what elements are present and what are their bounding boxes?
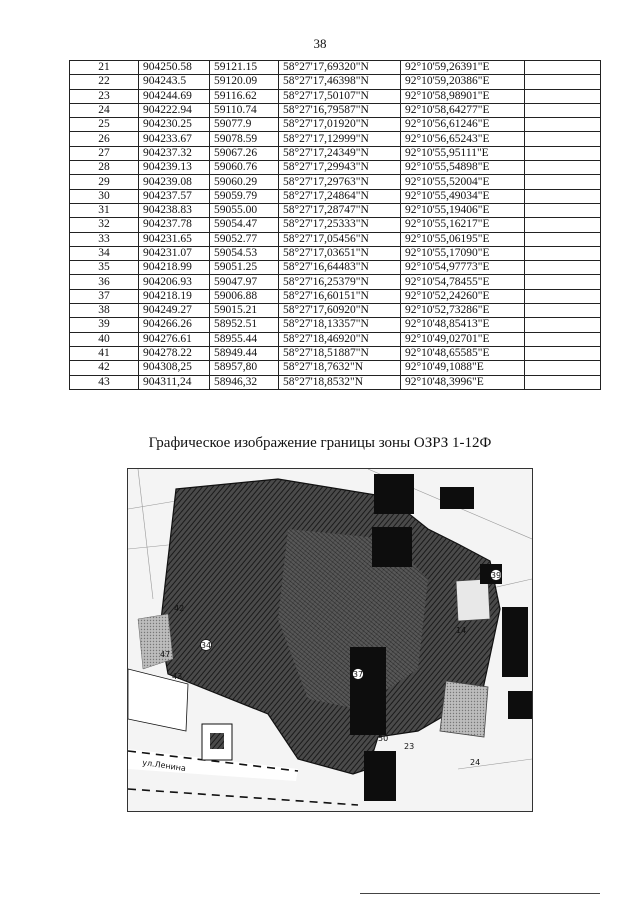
empty-cell [525,103,601,117]
point-number-cell: 28 [70,161,139,175]
y-coordinate-cell: 59078.59 [210,132,279,146]
point-number-cell: 27 [70,146,139,160]
table-row [70,146,601,160]
building-east-light [456,579,490,621]
point-number-cell: 26 [70,132,139,146]
x-coordinate-cell: 904237.57 [139,189,210,203]
map-caption: Графическое изображение границы зоны ОЗРЗ 1-12Ф [148,435,492,451]
latitude-cell: 58°27'18,8532"N [279,375,401,389]
y-coordinate-cell: 59077.9 [210,118,279,132]
marker-23: 23 [404,742,415,751]
x-coordinate-cell: 904238.83 [139,203,210,217]
table-row [70,175,601,189]
longitude-cell: 92°10'49,1088"E [401,361,525,375]
marker-43: 43 [172,672,183,681]
patch-west [138,614,173,669]
longitude-cell: 92°10'55,06195"E [401,232,525,246]
longitude-cell: 92°10'56,65243"E [401,132,525,146]
latitude-cell: 58°27'17,12999"N [279,132,401,146]
empty-cell [525,118,601,132]
y-coordinate-cell: 59060.29 [210,175,279,189]
x-coordinate-cell: 904311,24 [139,375,210,389]
longitude-cell: 92°10'55,16217"E [401,218,525,232]
zone-map [127,468,533,812]
empty-cell [525,361,601,375]
empty-cell [525,261,601,275]
empty-cell [525,218,601,232]
x-coordinate-cell: 904218.19 [139,289,210,303]
latitude-cell: 58°27'17,50107"N [279,89,401,103]
point-number-cell: 24 [70,103,139,117]
longitude-cell: 92°10'58,98901"E [401,89,525,103]
x-coordinate-cell: 904231.07 [139,246,210,260]
longitude-cell: 92°10'55,49034"E [401,189,525,203]
y-coordinate-cell: 58955.44 [210,332,279,346]
point-number-cell: 22 [70,75,139,89]
longitude-cell: 92°10'48,85413"E [401,318,525,332]
longitude-cell: 92°10'58,64277"E [401,103,525,117]
table-row [70,161,601,175]
x-coordinate-cell: 904218.99 [139,261,210,275]
coordinates-table [69,60,601,390]
latitude-cell: 58°27'18,46920"N [279,332,401,346]
point-number-cell: 29 [70,175,139,189]
x-coordinate-cell: 904249.27 [139,304,210,318]
x-coordinate-cell: 904239.13 [139,161,210,175]
empty-cell [525,304,601,318]
empty-cell [525,275,601,289]
longitude-cell: 92°10'54,97773"E [401,261,525,275]
empty-cell [525,246,601,260]
x-coordinate-cell: 904243.5 [139,75,210,89]
table-row [70,275,601,289]
latitude-cell: 58°27'18,13357"N [279,318,401,332]
y-coordinate-cell: 59121.15 [210,61,279,75]
empty-cell [525,132,601,146]
latitude-cell: 58°27'17,01920"N [279,118,401,132]
latitude-cell: 58°27'16,25379"N [279,275,401,289]
empty-cell [525,75,601,89]
table-row [70,304,601,318]
y-coordinate-cell: 59054.47 [210,218,279,232]
point-number-cell: 36 [70,275,139,289]
empty-cell [525,289,601,303]
point-number-cell: 38 [70,304,139,318]
y-coordinate-cell: 59015.21 [210,304,279,318]
latitude-cell: 58°27'16,64483"N [279,261,401,275]
point-number-cell: 41 [70,346,139,360]
house-south-hatch [210,733,224,749]
longitude-cell: 92°10'56,61246"E [401,118,525,132]
x-coordinate-cell: 904276.61 [139,332,210,346]
longitude-cell: 92°10'59,20386"E [401,75,525,89]
y-coordinate-cell: 59060.76 [210,161,279,175]
table-row [70,103,601,117]
empty-cell [525,375,601,389]
point-number-cell: 21 [70,61,139,75]
circle-label-39: 39 [490,571,502,580]
x-coordinate-cell: 904239.08 [139,175,210,189]
marker-50: 50 [378,734,389,743]
point-number-cell: 25 [70,118,139,132]
longitude-cell: 92°10'55,54898"E [401,161,525,175]
empty-cell [525,346,601,360]
x-coordinate-cell: 904250.58 [139,61,210,75]
x-coordinate-cell: 904222.94 [139,103,210,117]
point-number-cell: 32 [70,218,139,232]
point-number-cell: 34 [70,246,139,260]
y-coordinate-cell: 59051.25 [210,261,279,275]
x-coordinate-cell: 904230.25 [139,118,210,132]
circle-label-37: 37 [352,670,364,679]
y-coordinate-cell: 59059.79 [210,189,279,203]
footer-rule [360,893,600,894]
point-number-cell: 23 [70,89,139,103]
longitude-cell: 92°10'54,78455"E [401,275,525,289]
longitude-cell: 92°10'52,24260"E [401,289,525,303]
empty-cell [525,318,601,332]
table-row [70,132,601,146]
table-row [70,118,601,132]
latitude-cell: 58°27'17,24864"N [279,189,401,203]
marker-14: 14 [456,626,467,635]
point-number-cell: 39 [70,318,139,332]
x-coordinate-cell: 904244.69 [139,89,210,103]
empty-cell [525,89,601,103]
point-number-cell: 30 [70,189,139,203]
y-coordinate-cell: 59067.26 [210,146,279,160]
y-coordinate-cell: 59055.00 [210,203,279,217]
longitude-cell: 92°10'48,65585"E [401,346,525,360]
y-coordinate-cell: 58946,32 [210,375,279,389]
point-number-cell: 31 [70,203,139,217]
latitude-cell: 58°27'17,69320"N [279,61,401,75]
point-number-cell: 35 [70,261,139,275]
patch-southeast [440,681,488,737]
empty-cell [525,61,601,75]
x-coordinate-cell: 904206.93 [139,275,210,289]
table-row [70,346,601,360]
longitude-cell: 92°10'49,02701"E [401,332,525,346]
coordinates-table-body [70,61,601,390]
y-coordinate-cell: 58952.51 [210,318,279,332]
x-coordinate-cell: 904237.78 [139,218,210,232]
empty-cell [525,189,601,203]
x-coordinate-cell: 904231.65 [139,232,210,246]
latitude-cell: 58°27'17,03651"N [279,246,401,260]
latitude-cell: 58°27'17,29763"N [279,175,401,189]
empty-cell [525,175,601,189]
longitude-cell: 92°10'55,17090"E [401,246,525,260]
longitude-cell: 92°10'59,26391"E [401,61,525,75]
table-row [70,218,601,232]
y-coordinate-cell: 58949.44 [210,346,279,360]
street-label: ул.Ленина [141,758,187,774]
table-row [70,75,601,89]
longitude-cell: 92°10'55,52004"E [401,175,525,189]
point-number-cell: 33 [70,232,139,246]
table-row [70,261,601,275]
latitude-cell: 58°27'17,25333"N [279,218,401,232]
latitude-cell: 58°27'18,51887"N [279,346,401,360]
longitude-cell: 92°10'52,73286"E [401,304,525,318]
marker-42: 42 [174,604,185,613]
x-coordinate-cell: 904237.32 [139,146,210,160]
zone-map-drawing [128,469,532,811]
table-row [70,89,601,103]
latitude-cell: 58°27'18,7632"N [279,361,401,375]
empty-cell [525,203,601,217]
circle-label-34: 34 [200,641,212,650]
latitude-cell: 58°27'17,60920"N [279,304,401,318]
point-number-cell: 43 [70,375,139,389]
y-coordinate-cell: 58957,80 [210,361,279,375]
latitude-cell: 58°27'17,29943"N [279,161,401,175]
table-row [70,61,601,75]
latitude-cell: 58°27'17,05456"N [279,232,401,246]
empty-cell [525,161,601,175]
point-number-cell: 40 [70,332,139,346]
y-coordinate-cell: 59110.74 [210,103,279,117]
y-coordinate-cell: 59116.62 [210,89,279,103]
marker-24: 24 [470,758,481,767]
table-row [70,375,601,389]
longitude-cell: 92°10'55,19406"E [401,203,525,217]
latitude-cell: 58°27'17,28747"N [279,203,401,217]
y-coordinate-cell: 59054.53 [210,246,279,260]
table-row [70,361,601,375]
table-row [70,289,601,303]
x-coordinate-cell: 904266.26 [139,318,210,332]
table-row [70,318,601,332]
empty-cell [525,332,601,346]
point-number-cell: 37 [70,289,139,303]
x-coordinate-cell: 904233.67 [139,132,210,146]
table-row [70,203,601,217]
longitude-cell: 92°10'48,3996"E [401,375,525,389]
empty-cell [525,232,601,246]
latitude-cell: 58°27'16,79587"N [279,103,401,117]
latitude-cell: 58°27'17,46398"N [279,75,401,89]
point-number-cell: 42 [70,361,139,375]
y-coordinate-cell: 59052.77 [210,232,279,246]
latitude-cell: 58°27'17,24349"N [279,146,401,160]
longitude-cell: 92°10'55,95111"E [401,146,525,160]
empty-cell [525,146,601,160]
x-coordinate-cell: 904278.22 [139,346,210,360]
table-row [70,246,601,260]
y-coordinate-cell: 59120.09 [210,75,279,89]
y-coordinate-cell: 59006.88 [210,289,279,303]
table-row [70,189,601,203]
marker-47: 47 [160,650,171,659]
table-row [70,232,601,246]
latitude-cell: 58°27'16,60151"N [279,289,401,303]
y-coordinate-cell: 59047.97 [210,275,279,289]
page-number: 38 [313,36,327,51]
table-row [70,332,601,346]
x-coordinate-cell: 904308,25 [139,361,210,375]
